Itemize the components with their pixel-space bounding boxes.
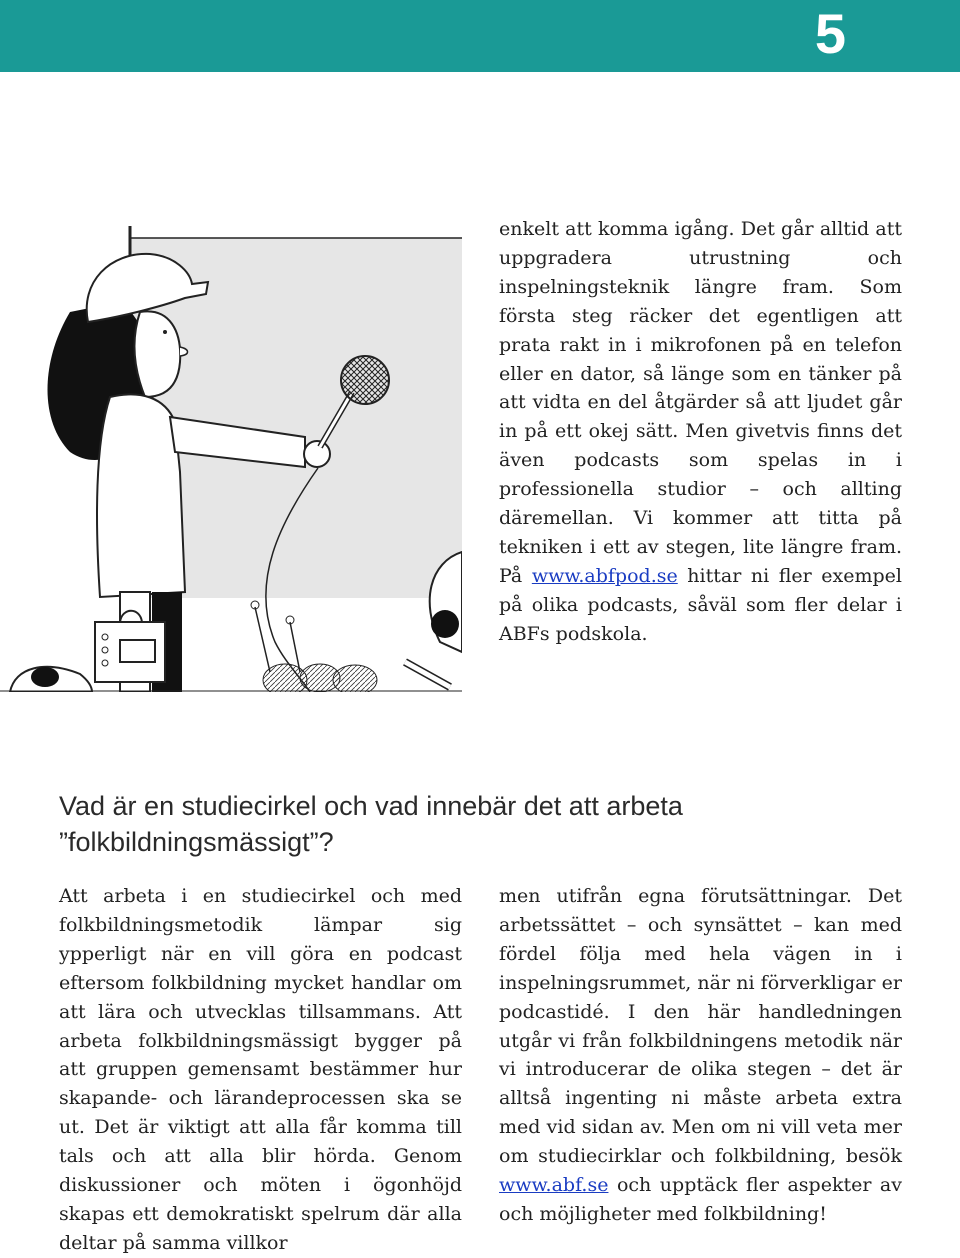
page-number: 5 bbox=[814, 2, 846, 65]
section-left-column bbox=[59, 882, 462, 1258]
abf-link[interactable]: www.abf.se bbox=[499, 1174, 609, 1197]
podcast-illustration bbox=[0, 222, 462, 692]
top-banner bbox=[0, 0, 960, 72]
intro-text-end: hittar ni fler exempel på olika podcasts, såväl som fler delar i ABFs podskola. bbox=[499, 564, 902, 645]
section-right-text-end: och upptäck fler aspekter av och möjligheter med folkbildning! bbox=[499, 1174, 902, 1225]
abfpod-link[interactable]: www.abfpod.se bbox=[531, 564, 678, 587]
intro-column bbox=[499, 215, 902, 649]
section-right-column bbox=[499, 882, 902, 1229]
intro-paragraph bbox=[499, 215, 902, 649]
intro-text-start: enkelt att komma igång. Det går alltid att uppgradera utrustning och inspelningsteknik längre fram. Som första steg räcker det egentligen att prata rakt in i mikrofonen på en telefon eller en dator, så länge som en tänker på att vidta en del åtgärder så att ljudet går in på ett okej sätt. Men givetvis finns det även podcasts som spelas in i professionella studior – och allting däremellan. Vi kommer att titta på tekniken i ett av stegen, lite längre fram. På bbox=[499, 218, 902, 587]
section-right-paragraph bbox=[499, 882, 902, 1229]
section-left-paragraph: Att arbeta i en studiecirkel och med folkbildningsmetodik lämpar sig ypperligt när en vill göra en podcast eftersom folkbildning mycket handlar om att lära och utvecklas tillsammans. Att arbeta folkbildningsmässigt bygger på att gruppen gemensamt bestämmer hur skapande- och lärandeprocessen ska se ut. Det är viktigt att alla får komma till tals och att alla blir hörda. Genom diskussioner och möten i ögonhöjd skapas ett demokratiskt spelrum där alla deltar på samma villkor bbox=[59, 885, 462, 1254]
section-right-text-start: men utifrån egna förutsättningar. Det arbetssättet – och synsättet – kan med fördel följa med hela vägen in i inspelningsrummet, när ni förverkligar er podcastidé. I den här handledningen utgår vi från folkbildningens metodik när vi introducerar de olika stegen – det är alltså ingenting ni måste arbeta extra med vid sidan av. Men om ni vill veta mer om studiecirklar och folkbildning, besök bbox=[499, 885, 902, 1168]
section-heading: Vad är en studiecirkel och vad innebär det att arbeta ”folkbildningsmässigt”? bbox=[59, 791, 683, 857]
